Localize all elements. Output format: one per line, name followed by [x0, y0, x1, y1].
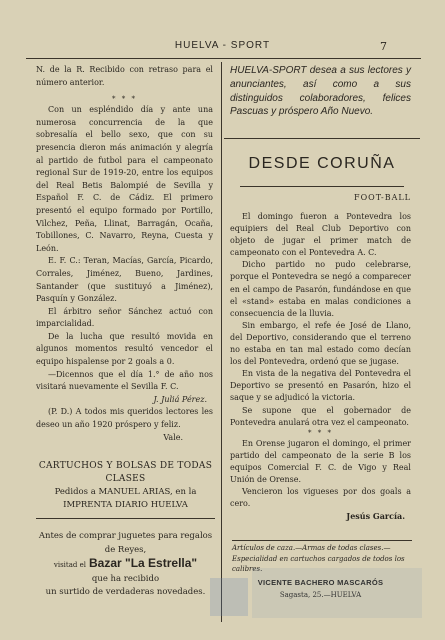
- article-postscript: (P. D.) A todos mis queridos lectores les deseo un año 1920 próspero y feliz.: [36, 407, 213, 430]
- article-paragraph: Con un espléndido día y ante una numerosa concurrencia de la que sobresalía el bello sexo, que con su presencia dieron más animación y alegría al partido de futbol para el campeonato regional Sur de 1919-20, entre los equipos del Real Betis Balompié de Sevilla y Español F. C. de Cádiz. El primero presentó el equipo formado por Portillo, Vilchez, Peña, Llinat, Barragán, Ocaña, Tobillones, C. Navarro, Reyna, Cuesta y León.: [36, 105, 213, 253]
- ad-bazar-name: Bazar "La Estrella": [89, 556, 198, 570]
- article-signature: Jesús García.: [346, 511, 405, 522]
- ad-cartuchos-line: IMPRENTA DIARIO HUELVA: [63, 500, 188, 510]
- header-rule: [26, 58, 421, 59]
- article-paragraph: El árbitro señor Sánchez actuó con imparcialidad.: [36, 306, 213, 329]
- notice-rule: [224, 138, 420, 139]
- holiday-notice: HUELVA-SPORT desea a sus lectores y anunciantes, así como a sus distinguidos colaboradores, felices Pascuas y próspero Año Nuevo.: [230, 65, 411, 118]
- article-paragraph: En Orense jugaron el domingo, el primer partido del campeonato de la serie B los equipos Comercial F. C. de Vigo y Real Unión de Orense.: [230, 438, 411, 484]
- ad-bazar-line: un surtido de verdaderas novedades.: [45, 587, 206, 597]
- article-paragraph: Sin embargo, el refe ée José de Llano, del Deportivo, considerando que el terreno no estaba en tan mal estado como decían los del Pontevedra, ordenó que se jugase.: [230, 320, 411, 367]
- ad-cartuchos-headline: CARTUCHOS Y BOLSAS DE TODAS CLASES: [38, 461, 213, 484]
- ad-bazar: [36, 530, 215, 600]
- section-subtitle: FOOT-BALL: [354, 193, 411, 202]
- right-column-article: [230, 211, 411, 522]
- ad-rule: [232, 540, 412, 541]
- header-title: HUELVA - SPORT: [174, 40, 271, 51]
- article-paragraph: Se supone que el gobernador de Pontevedra anulará otra vez el campeonato.: [230, 405, 411, 427]
- separator-stars: * * *: [308, 428, 333, 437]
- section-title: DESDE CORUÑA: [248, 155, 396, 172]
- ad-vicente-text: Artículos de caza.—Armas de todas clases.—Especialidad en cartuchos cargados de todos los calibres.: [232, 544, 405, 573]
- article-paragraph: Vencieron los vigueses por dos goals a cero.: [230, 487, 411, 509]
- article-paragraph: En vista de la negativa del Pontevedra el Deportivo se presentó en Pasarón, hizo el saque y se adjudicó la victoria.: [230, 369, 411, 403]
- editor-note: N. de la R. Recibido con retraso para el número anterior.: [36, 65, 213, 87]
- ad-bazar-line: que ha recibido: [91, 573, 160, 584]
- ad-cartuchos-line: Pedidos a MANUEL ARIAS, en la: [54, 487, 197, 497]
- article-closing: Vale.: [163, 432, 183, 442]
- title-rule: [240, 186, 404, 187]
- column-divider: [221, 62, 222, 622]
- article-paragraph: De la lucha que resultó movida en algunos momentos resultó vencedor el equipo hispalense por 2 goals a 0.: [36, 331, 213, 367]
- ad-bazar-label: visitad el: [53, 561, 86, 569]
- ad-cartuchos: [36, 460, 215, 519]
- article-paragraph: El domingo fueron a Pontevedra los equipiers del Real Club Deportivo con objeto de jugar el primer match de campeonato con el Pontevedra A. C.: [230, 212, 411, 258]
- left-column: [36, 64, 213, 444]
- ad-vicente: [228, 543, 413, 601]
- page-number: 7: [380, 40, 387, 53]
- article-paragraph: Dicho partido no pudo celebrarse, porque el Pontevedra se negó a comparecer en el campo de Pasarón, fundándose en que el «stand» estaba en malas condiciones a consecuencia de la lluvia.: [230, 260, 411, 318]
- ad-vicente-address: Sagasta, 25.—HUELVA: [279, 591, 362, 599]
- page-header: [0, 40, 445, 56]
- ad-divider: [36, 518, 215, 519]
- ad-vicente-name: VICENTE BACHERO MASCARÓS: [257, 577, 384, 587]
- article-signature: J. Juliá Pérez.: [153, 394, 207, 404]
- ad-bazar-line: Antes de comprar juguetes para regalos de Reyes,: [38, 531, 213, 555]
- ad-bazar-row: [36, 557, 215, 573]
- article-paragraph: —Dicennos que el día 1.° de año nos visitará nuevamente el Sevilla F. C.: [36, 369, 213, 392]
- article-paragraph: E. F. C.: Teran, Macías, García, Picardo, Corrales, Jiménez, Bueno, Jardines, Santander (que sustituyó a Jiménez), Pasquín y González.: [36, 256, 213, 304]
- separator-stars: * * *: [112, 95, 137, 104]
